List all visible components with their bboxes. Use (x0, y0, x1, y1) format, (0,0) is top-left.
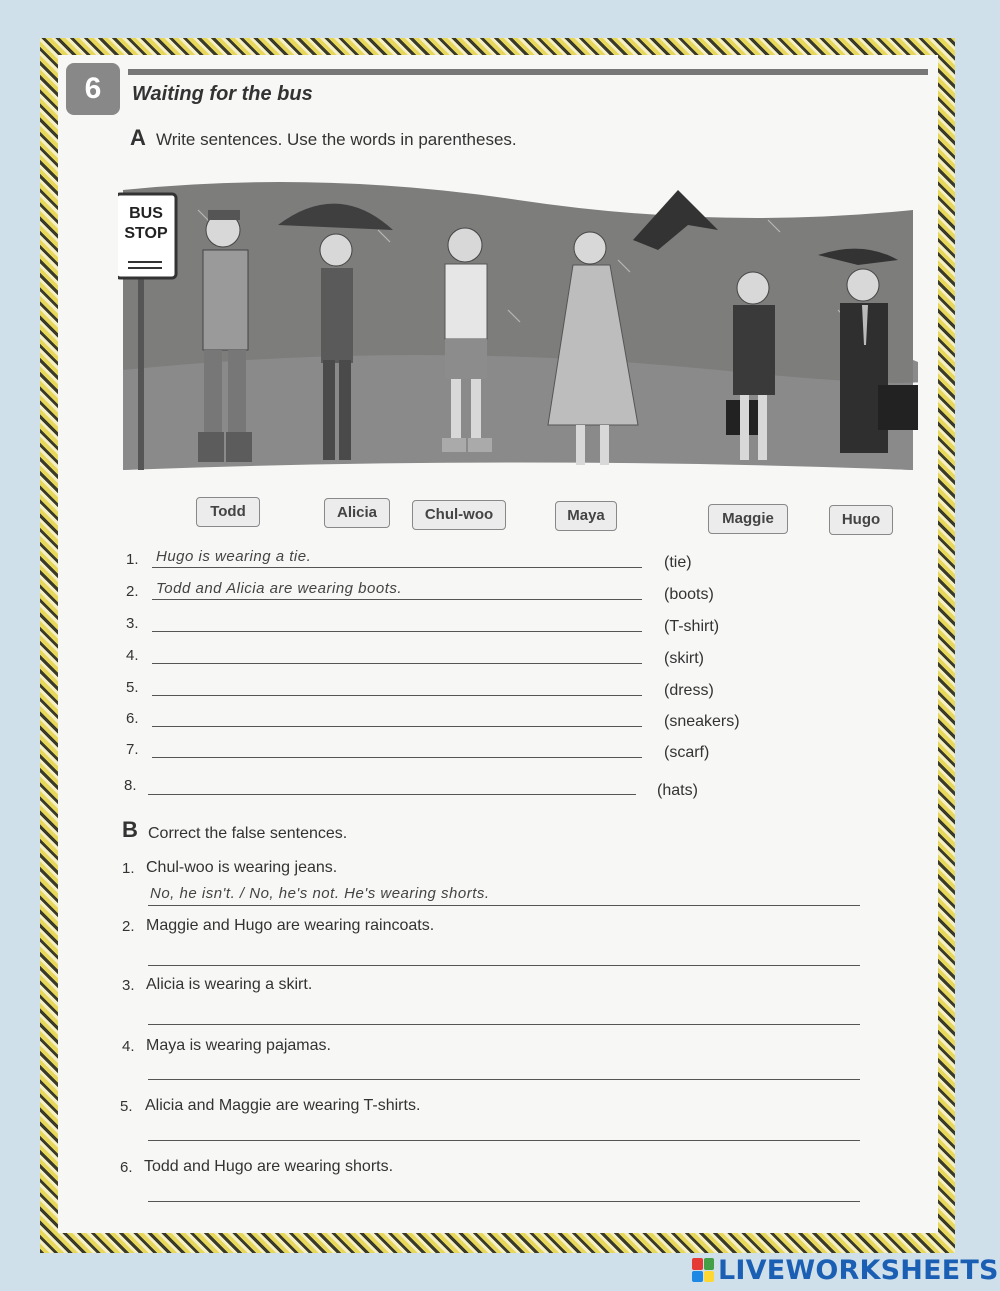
item-hint: (dress) (664, 682, 714, 699)
part-b-letter: B (122, 817, 138, 842)
item-number: 4. (126, 647, 139, 664)
item-number: 2. (126, 583, 139, 600)
liveworksheets-logo[interactable] (692, 1255, 999, 1285)
bus-stop-illustration (118, 170, 918, 490)
sign-line-2: STOP (124, 225, 168, 242)
answer-line[interactable] (148, 1024, 860, 1025)
item-hint: (hats) (657, 782, 698, 799)
answer-text: Todd and Alicia are wearing boots. (156, 580, 403, 597)
section-number-badge: 6 (66, 63, 120, 115)
answer-line[interactable] (152, 695, 642, 696)
answer-line[interactable] (152, 631, 642, 632)
page-title: Waiting for the bus (132, 83, 313, 105)
item-number: 4. (122, 1038, 135, 1055)
item-number: 3. (122, 977, 135, 994)
answer-line[interactable] (148, 1201, 860, 1202)
answer-line[interactable] (152, 663, 642, 664)
question-text: Maggie and Hugo are wearing raincoats. (146, 917, 435, 934)
answer-line[interactable] (152, 757, 642, 758)
item-hint: (skirt) (664, 650, 704, 667)
item-number: 1. (122, 860, 135, 877)
part-a-letter: A (130, 125, 146, 150)
name-tag-maggie: Maggie (708, 504, 788, 534)
question-text: Alicia is wearing a skirt. (146, 976, 313, 993)
name-tag-maya: Maya (555, 501, 617, 531)
item-number: 6. (120, 1159, 133, 1176)
liveworksheets-logo-icon (692, 1258, 714, 1282)
item-number: 2. (122, 918, 135, 935)
answer-line[interactable] (148, 1079, 860, 1080)
answer-text: No, he isn't. / No, he's not. He's wearing shorts. (150, 885, 490, 902)
worksheet-page (58, 55, 938, 1233)
answer-line[interactable] (148, 794, 636, 795)
name-tag-chulwoo: Chul-woo (412, 500, 506, 530)
answer-line[interactable] (152, 599, 642, 600)
item-hint: (T-shirt) (664, 618, 720, 635)
answer-line[interactable] (152, 726, 642, 727)
answer-line[interactable] (148, 905, 860, 906)
part-b-instruction: Correct the false sentences. (148, 825, 348, 842)
item-number: 5. (120, 1098, 133, 1115)
question-text: Alicia and Maggie are wearing T-shirts. (145, 1097, 421, 1114)
question-text: Todd and Hugo are wearing shorts. (144, 1158, 394, 1175)
item-hint: (boots) (664, 586, 714, 603)
item-number: 1. (126, 551, 139, 568)
sign-line-1: BUS (129, 205, 163, 222)
item-number: 3. (126, 615, 139, 632)
item-hint: (sneakers) (664, 713, 740, 730)
question-text: Chul-woo is wearing jeans. (146, 859, 338, 876)
question-text: Maya is wearing pajamas. (146, 1037, 331, 1054)
item-number: 8. (124, 777, 137, 794)
item-hint: (scarf) (664, 744, 710, 761)
name-tag-hugo: Hugo (829, 505, 893, 535)
answer-line[interactable] (152, 567, 642, 568)
answer-line[interactable] (148, 1140, 860, 1141)
item-number: 6. (126, 710, 139, 727)
answer-text: Hugo is wearing a tie. (156, 548, 312, 565)
answer-line[interactable] (148, 965, 860, 966)
item-number: 5. (126, 679, 139, 696)
logo-text: LIVEWORKSHEETS (718, 1254, 999, 1286)
title-rule (128, 69, 928, 75)
item-number: 7. (126, 741, 139, 758)
part-a-instruction: Write sentences. Use the words in parentheses. (156, 130, 517, 149)
item-hint: (tie) (664, 554, 692, 571)
name-tag-todd: Todd (196, 497, 260, 527)
name-tag-alicia: Alicia (324, 498, 390, 528)
